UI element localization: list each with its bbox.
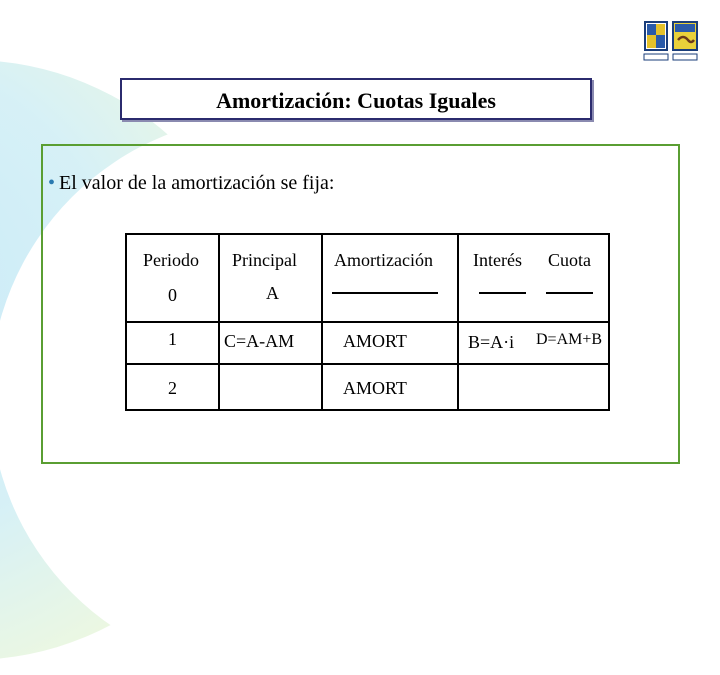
cell-periodo-0: 0 (168, 285, 177, 305)
cell-periodo-1: 1 (168, 329, 177, 349)
slide-title-box (120, 78, 592, 120)
empty-dash-interes (479, 292, 526, 294)
cell-principal-0: A (266, 283, 279, 303)
cell-amortizacion-2: AMORT (343, 378, 407, 398)
table-row-divider (127, 321, 608, 323)
empty-dash-amortizacion (332, 292, 438, 294)
table-row-divider (127, 363, 608, 365)
cell-cuota-1: D=AM+B (536, 331, 603, 348)
bullet-text-line (48, 172, 334, 195)
slide-title: Amortización: Cuotas Iguales (216, 88, 496, 113)
header-amortizacion: Amortización (334, 250, 433, 270)
bullet-icon: • (48, 172, 56, 194)
university-crest-logo (641, 20, 701, 62)
cell-interes-1: B=A·i (468, 332, 515, 352)
cell-amortizacion-1: AMORT (343, 331, 407, 351)
header-principal: Principal (232, 250, 297, 270)
header-interes: Interés (473, 250, 522, 270)
header-periodo: Periodo (143, 250, 199, 270)
cell-periodo-2: 2 (168, 378, 177, 398)
header-cuota: Cuota (548, 250, 591, 270)
empty-dash-cuota (546, 292, 593, 294)
bullet-text: El valor de la amortización se fija: (59, 172, 335, 194)
cell-principal-1: C=A-AM (224, 331, 295, 351)
